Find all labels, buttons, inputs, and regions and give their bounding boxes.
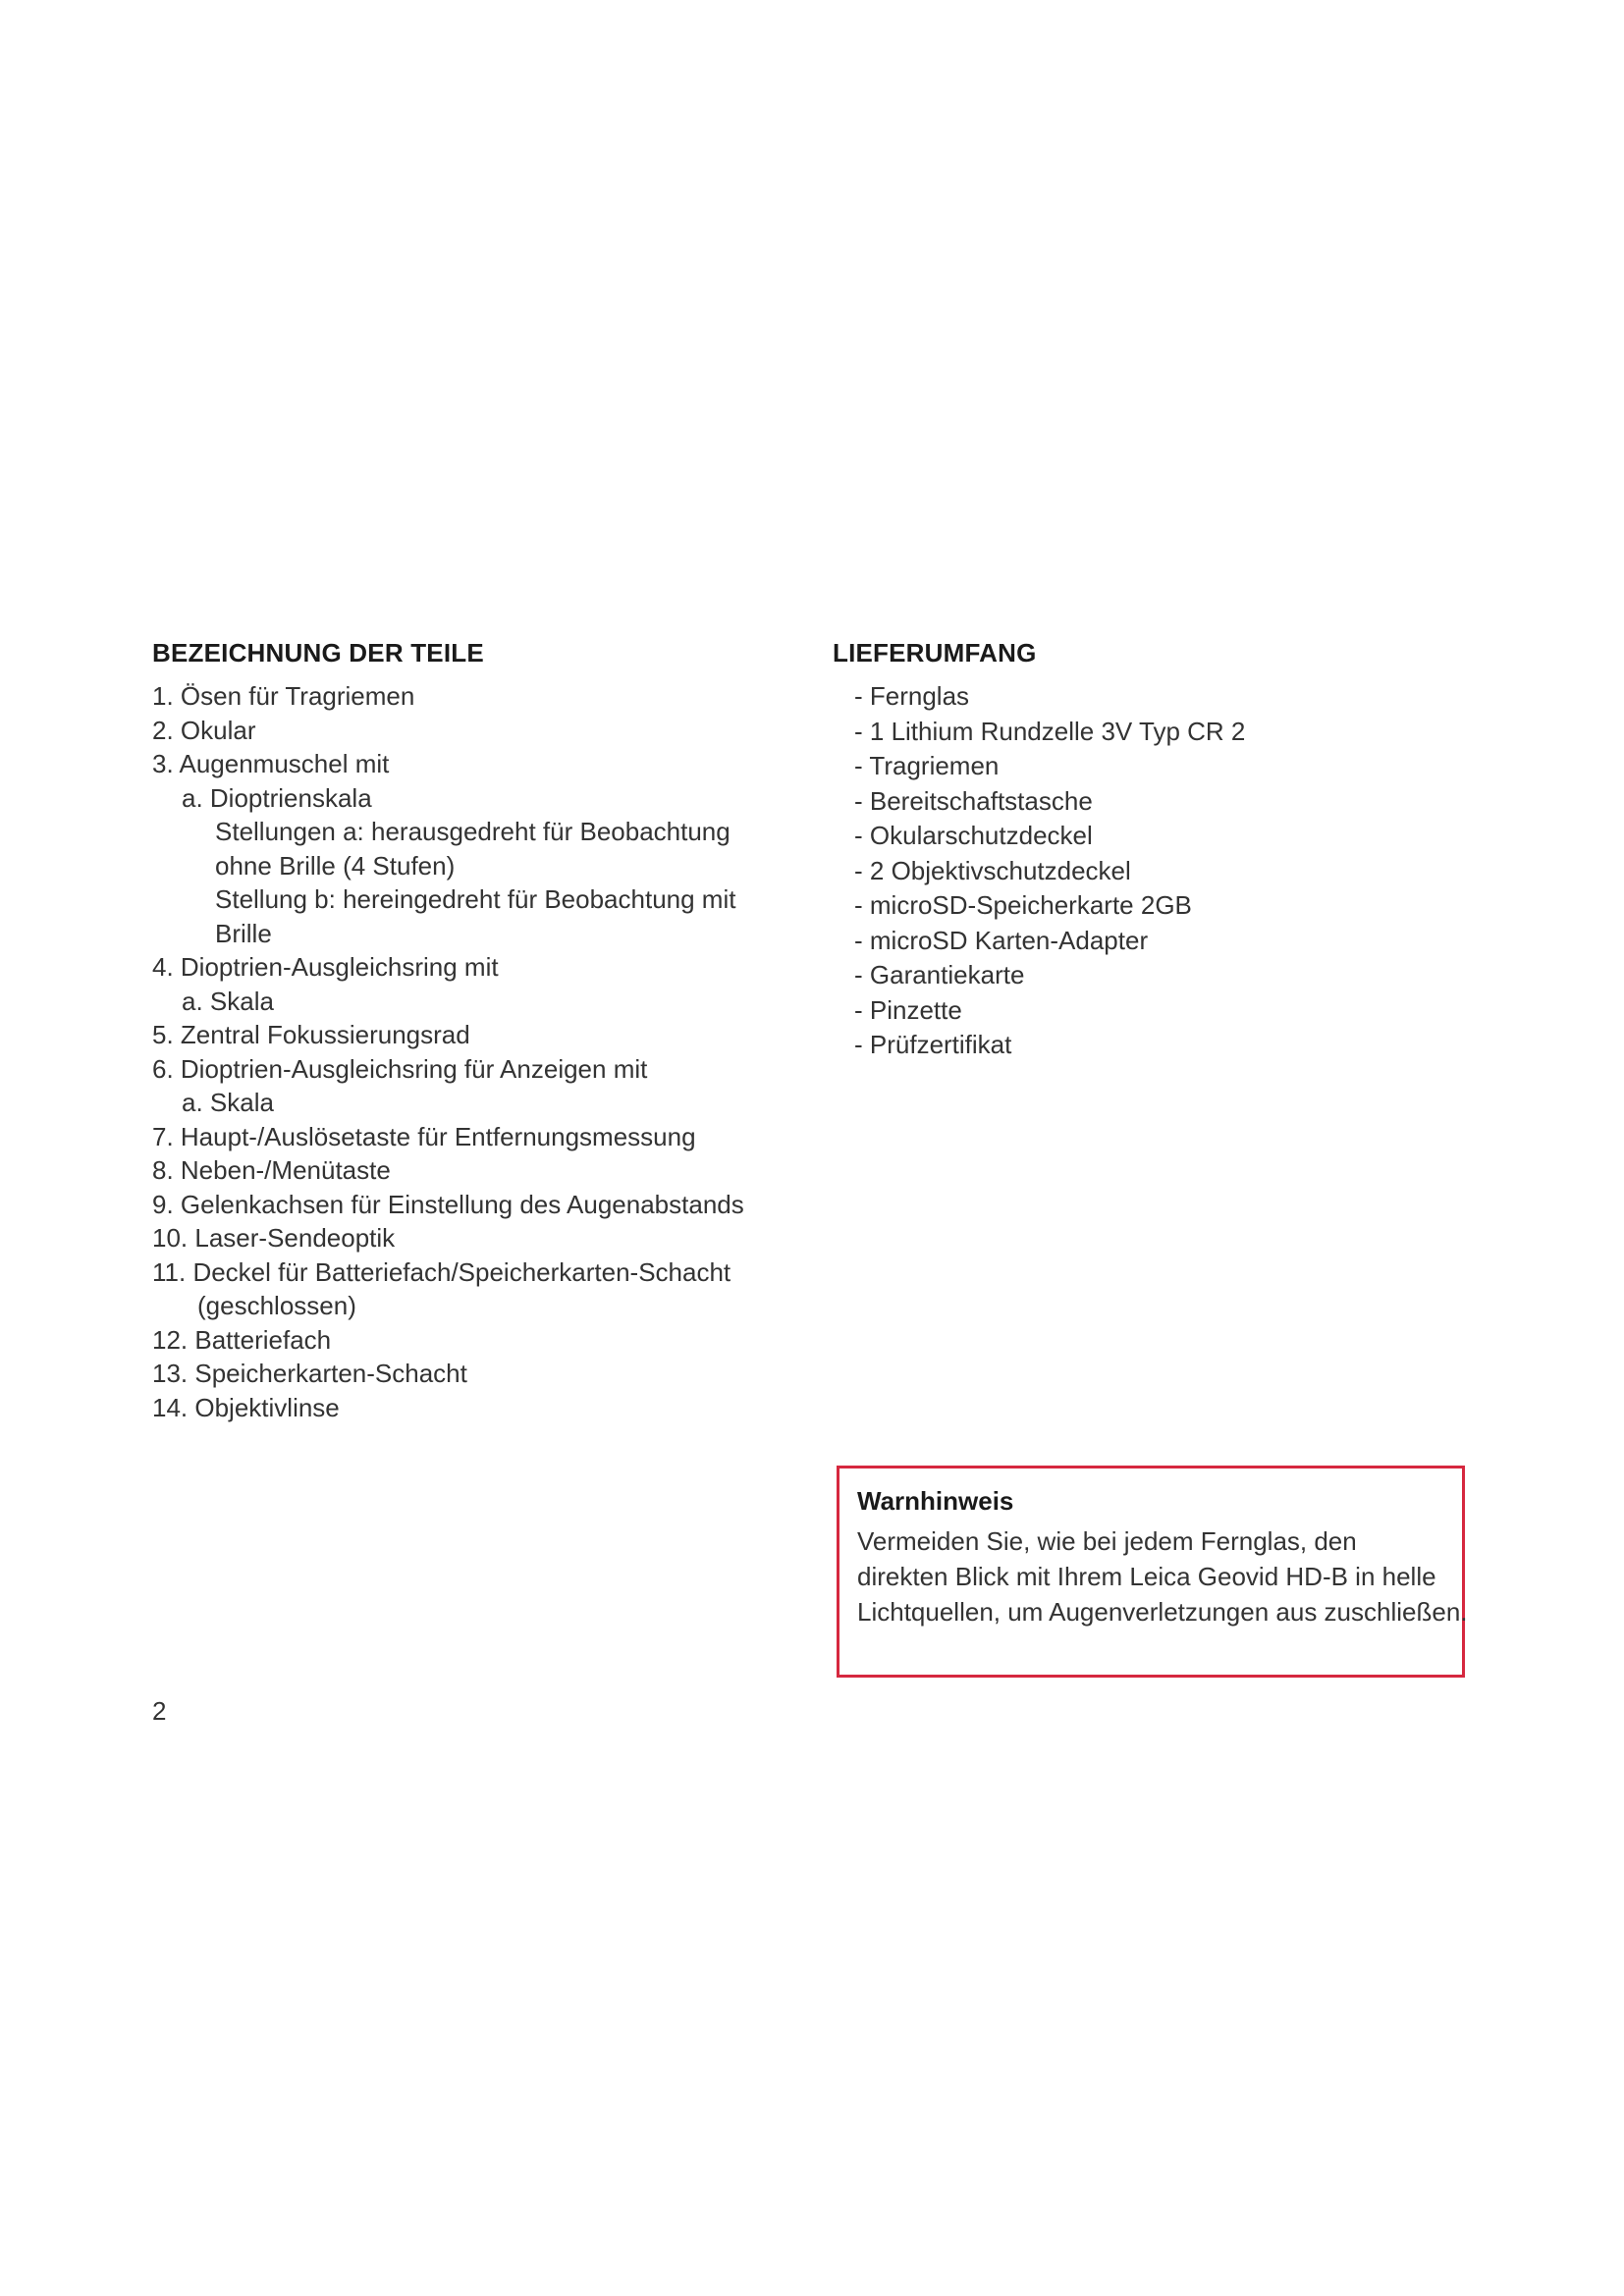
parts-subitem: a. Dioptrienskala [182,782,372,813]
warning-box [837,1466,1468,1678]
parts-item: 8. Neben-/Menütaste [152,1155,391,1185]
delivery-section [833,636,1481,1063]
delivery-heading: LIEFERUMFANG [833,638,1037,667]
parts-item-continuation: (geschlossen) [197,1291,356,1320]
parts-item: 3. Augenmuschel mit [152,749,390,778]
delivery-item: - Tragriemen [854,751,1000,780]
parts-item: 4. Dioptrien-Ausgleichsring mit [152,952,499,982]
warning-title: Warnhinweis [857,1486,1014,1516]
parts-item: 12. Batteriefach [152,1324,332,1355]
delivery-item: - microSD-Speicherkarte 2GB [854,890,1192,920]
delivery-item: - 1 Lithium Rundzelle 3V Typ CR 2 [854,716,1246,746]
parts-item: 6. Dioptrien-Ausgleichsring für Anzeigen mit [152,1053,648,1084]
parts-heading: BEZEICHNUNG DER TEILE [152,638,484,667]
parts-item: 14. Objektivlinse [152,1392,340,1422]
delivery-item: - Garantiekarte [854,960,1025,989]
delivery-item: - Pinzette [854,994,962,1025]
page-number: 2 [152,1696,167,1726]
parts-subitem-detail: Brille [215,918,272,948]
delivery-item: - Prüfzertifikat [854,1030,1012,1059]
delivery-list [833,679,1481,1063]
delivery-item: - Fernglas [854,681,970,711]
parts-subitem: a. Skala [182,1088,274,1117]
delivery-item: - Bereitschaftstasche [854,785,1093,816]
delivery-item: - Okularschutzdeckel [854,821,1093,850]
warning-text-line: Lichtquellen, um Augenverletzungen aus zuschließen. [857,1597,1468,1627]
parts-subitem-detail: Stellungen a: herausgedreht für Beobachtung [215,817,731,846]
parts-item: 10. Laser-Sendeoptik [152,1223,396,1253]
delivery-item: - 2 Objektivschutzdeckel [854,855,1131,885]
parts-list [152,679,800,1424]
parts-item: 9. Gelenkachsen für Einstellung des Augenabstands [152,1189,744,1219]
warning-text-line: direkten Blick mit Ihrem Leica Geovid HD-B in helle [857,1562,1436,1591]
parts-subitem: a. Skala [182,986,274,1016]
delivery-item: - microSD Karten-Adapter [854,925,1149,955]
warning-text-line: Vermeiden Sie, wie bei jedem Fernglas, den [857,1526,1357,1556]
parts-item: 13. Speicherkarten-Schacht [152,1359,467,1388]
parts-item: 7. Haupt-/Auslösetaste für Entfernungsmessung [152,1121,696,1151]
parts-subitem-detail: ohne Brille (4 Stufen) [215,850,456,881]
parts-item: 1. Ösen für Tragriemen [152,681,415,711]
parts-item: 2. Okular [152,715,256,745]
parts-item: 11. Deckel für Batteriefach/Speicherkarten-Schacht [152,1256,731,1287]
parts-item: 5. Zentral Fokussierungsrad [152,1020,470,1049]
parts-section [152,636,800,1424]
parts-subitem-detail: Stellung b: hereingedreht für Beobachtung mit [215,884,736,914]
